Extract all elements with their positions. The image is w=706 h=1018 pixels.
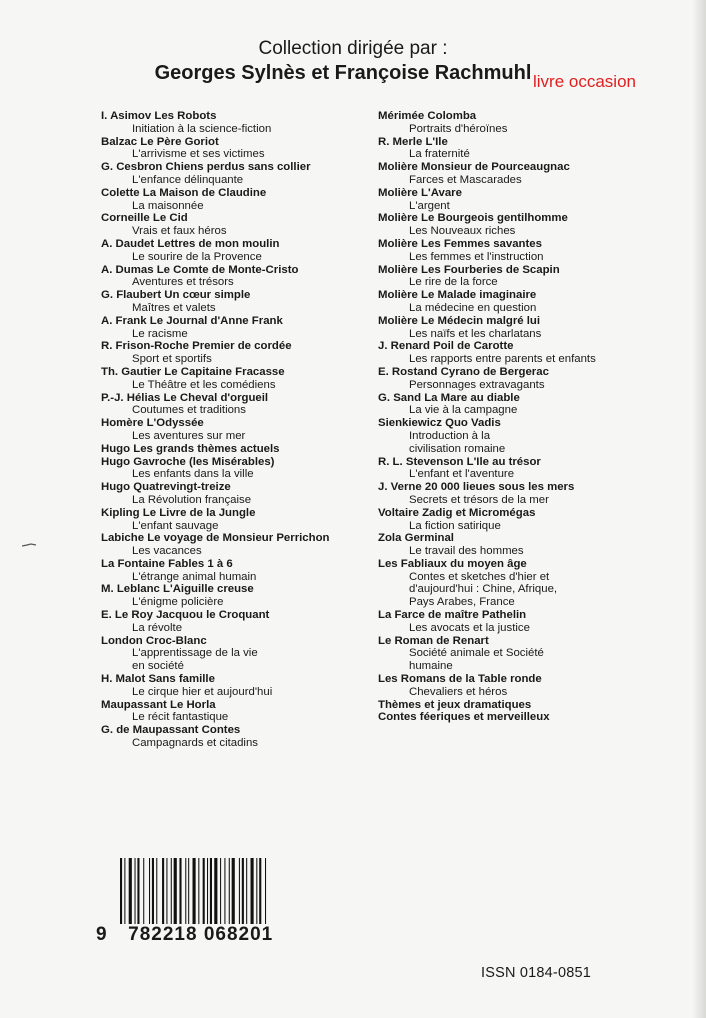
- book-title: Thèmes et jeux dramatiques: [378, 698, 532, 711]
- book-title: A. Frank Le Journal d'Anne Frank: [101, 314, 283, 327]
- book-theme: La maisonnée: [132, 199, 204, 212]
- book-theme: L'enfant et l'aventure: [409, 468, 515, 481]
- book-title: R. L. Stevenson L'Ile au trésor: [378, 455, 541, 468]
- book-theme: Farces et Mascarades: [409, 173, 522, 186]
- book-title: Hugo Les grands thèmes actuels: [101, 442, 280, 455]
- collection-heading: Collection dirigée par :: [258, 38, 448, 59]
- book-title: London Croc-Blanc: [101, 634, 207, 647]
- book-theme: civilisation romaine: [409, 442, 506, 455]
- book-theme: Aventures et trésors: [132, 276, 234, 289]
- book-theme: Le cirque hier et aujourd'hui: [132, 685, 273, 698]
- book-theme: La fraternité: [409, 148, 470, 161]
- book-theme: La vie à la campagne: [409, 404, 518, 417]
- book-title: Maupassant Le Horla: [101, 698, 216, 711]
- book-title: Labiche Le voyage de Monsieur Perrichon: [101, 532, 330, 545]
- book-title: Les Romans de la Table ronde: [378, 673, 542, 686]
- book-title: Kipling Le Livre de la Jungle: [101, 506, 256, 519]
- book-theme: Portraits d'héroïnes: [409, 122, 508, 135]
- book-theme: humaine: [409, 660, 453, 673]
- book-theme: Coutumes et traditions: [132, 404, 246, 417]
- barcode-digits-middle: 782218: [128, 924, 198, 945]
- book-title: Molière L'Avare: [378, 186, 462, 199]
- barcode-digits: [96, 924, 273, 946]
- book-theme: Initiation à la science-fiction: [132, 122, 272, 135]
- book-theme: La révolte: [132, 621, 183, 634]
- book-title: G. Flaubert Un cœur simple: [101, 289, 251, 302]
- book-title: Hugo Quatrevingt-treize: [101, 481, 231, 494]
- book-title: Colette La Maison de Claudine: [101, 186, 267, 199]
- book-theme: Les aventures sur mer: [132, 429, 246, 442]
- book-theme: Contes et sketches d'hier et: [409, 570, 550, 583]
- book-title: Contes féeriques et merveilleux: [378, 711, 550, 724]
- book-title: I. Asimov Les Robots: [101, 110, 217, 122]
- book-title: Molière Le Malade imaginaire: [378, 289, 537, 302]
- book-title: Mérimée Colomba: [378, 110, 477, 122]
- book-title: La Farce de maître Pathelin: [378, 609, 527, 622]
- book-theme: La Révolution française: [132, 493, 252, 506]
- book-theme: L'étrange animal humain: [132, 570, 257, 583]
- book-theme: La médecine en question: [409, 301, 537, 314]
- book-theme: Les naïfs et les charlatans: [409, 327, 542, 340]
- book-title: Th. Gautier Le Capitaine Fracasse: [101, 365, 285, 378]
- book-theme: Les Nouveaux riches: [409, 225, 516, 238]
- book-title: La Fontaine Fables 1 à 6: [101, 557, 233, 570]
- book-title: Le Roman de Renart: [378, 634, 489, 647]
- book-theme: L'énigme policière: [132, 596, 224, 609]
- book-theme: Les avocats et la justice: [409, 621, 530, 634]
- book-theme: Les rapports entre parents et enfants: [409, 353, 596, 366]
- book-theme: Personnages extravagants: [409, 378, 545, 391]
- book-theme: Sport et sportifs: [132, 353, 212, 366]
- book-theme: Le rire de la force: [409, 276, 498, 289]
- book-theme: L'arrivisme et ses victimes: [132, 148, 265, 161]
- book-title: R. Merle L'Ile: [378, 135, 448, 148]
- book-theme: Le sourire de la Provence: [132, 250, 262, 263]
- book-title: Corneille Le Cid: [101, 212, 188, 225]
- book-title: Molière Monsieur de Pourceaugnac: [378, 161, 570, 174]
- barcode-digits-last: 068201: [203, 924, 274, 945]
- book-title: Les Fabliaux du moyen âge: [378, 557, 527, 570]
- book-theme: L'argent: [409, 199, 450, 212]
- book-title: E. Rostand Cyrano de Bergerac: [378, 365, 549, 378]
- book-title: H. Malot Sans famille: [101, 673, 215, 686]
- book-title: Molière Le Médecin malgré lui: [378, 314, 541, 327]
- book-title: A. Dumas Le Comte de Monte-Cristo: [101, 263, 299, 276]
- book-title: G. Cesbron Chiens perdus sans collier: [101, 161, 311, 174]
- book-theme: Les enfants dans la ville: [132, 468, 254, 481]
- book-theme: Pays Arabes, France: [409, 596, 515, 609]
- book-title: Sienkiewicz Quo Vadis: [378, 417, 501, 430]
- book-title: M. Leblanc L'Aiguille creuse: [101, 583, 254, 596]
- book-title: J. Renard Poil de Carotte: [378, 340, 514, 353]
- book-theme: Le travail des hommes: [409, 545, 524, 558]
- book-theme: L'enfant sauvage: [132, 519, 219, 532]
- book-theme: Maîtres et valets: [132, 301, 216, 314]
- book-title: Voltaire Zadig et Micromégas: [378, 506, 536, 519]
- book-theme: Les vacances: [132, 545, 202, 558]
- title-list-left: [101, 110, 361, 750]
- book-title: E. Le Roy Jacquou le Croquant: [101, 609, 270, 622]
- book-theme: Le racisme: [132, 327, 188, 340]
- book-title: Molière Les Femmes savantes: [378, 237, 542, 250]
- title-list-right: [378, 110, 608, 724]
- book-theme: Vrais et faux héros: [132, 225, 227, 238]
- book-title: Balzac Le Père Goriot: [101, 135, 219, 148]
- watermark-label: livre occasion: [533, 72, 636, 91]
- book-title: Molière Les Fourberies de Scapin: [378, 263, 560, 276]
- page-edge-shadow: [692, 0, 706, 1018]
- stray-mark: [22, 543, 36, 547]
- book-title: Homère L'Odyssée: [101, 417, 204, 430]
- book-title: P.-J. Hélias Le Cheval d'orgueil: [101, 391, 269, 404]
- book-theme: L'enfance délinquante: [132, 173, 244, 186]
- book-title: G. Sand La Mare au diable: [378, 391, 520, 404]
- book-title: R. Frison-Roche Premier de cordée: [101, 340, 292, 353]
- book-theme: en société: [132, 660, 184, 673]
- book-theme: Chevaliers et héros: [409, 685, 508, 698]
- issn-number: ISSN 0184-0851: [481, 965, 592, 981]
- book-title: G. de Maupassant Contes: [101, 724, 241, 737]
- book-title: J. Verne 20 000 lieues sous les mers: [378, 481, 575, 494]
- collection-editors: Georges Sylnès et Françoise Rachmuhl: [154, 62, 532, 84]
- book-theme: L'apprentissage de la vie: [132, 647, 258, 660]
- book-title: A. Daudet Lettres de mon moulin: [101, 237, 280, 250]
- book-theme: Société animale et Société: [409, 647, 544, 660]
- book-theme: Les femmes et l'instruction: [409, 250, 544, 263]
- book-title: Zola Germinal: [378, 532, 454, 545]
- barcode-digit-first: 9: [96, 924, 108, 945]
- book-theme: Campagnards et citadins: [132, 737, 258, 750]
- book-theme: d'aujourd'hui : Chine, Afrique,: [409, 583, 558, 596]
- book-theme: Secrets et trésors de la mer: [409, 493, 549, 506]
- book-title: Hugo Gavroche (les Misérables): [101, 455, 275, 468]
- book-theme: Introduction à la: [409, 429, 491, 442]
- barcode: [118, 858, 308, 924]
- book-theme: Le Théâtre et les comédiens: [132, 378, 276, 391]
- book-theme: La fiction satirique: [409, 519, 501, 532]
- book-theme: Le récit fantastique: [132, 711, 229, 724]
- book-title: Molière Le Bourgeois gentilhomme: [378, 212, 568, 225]
